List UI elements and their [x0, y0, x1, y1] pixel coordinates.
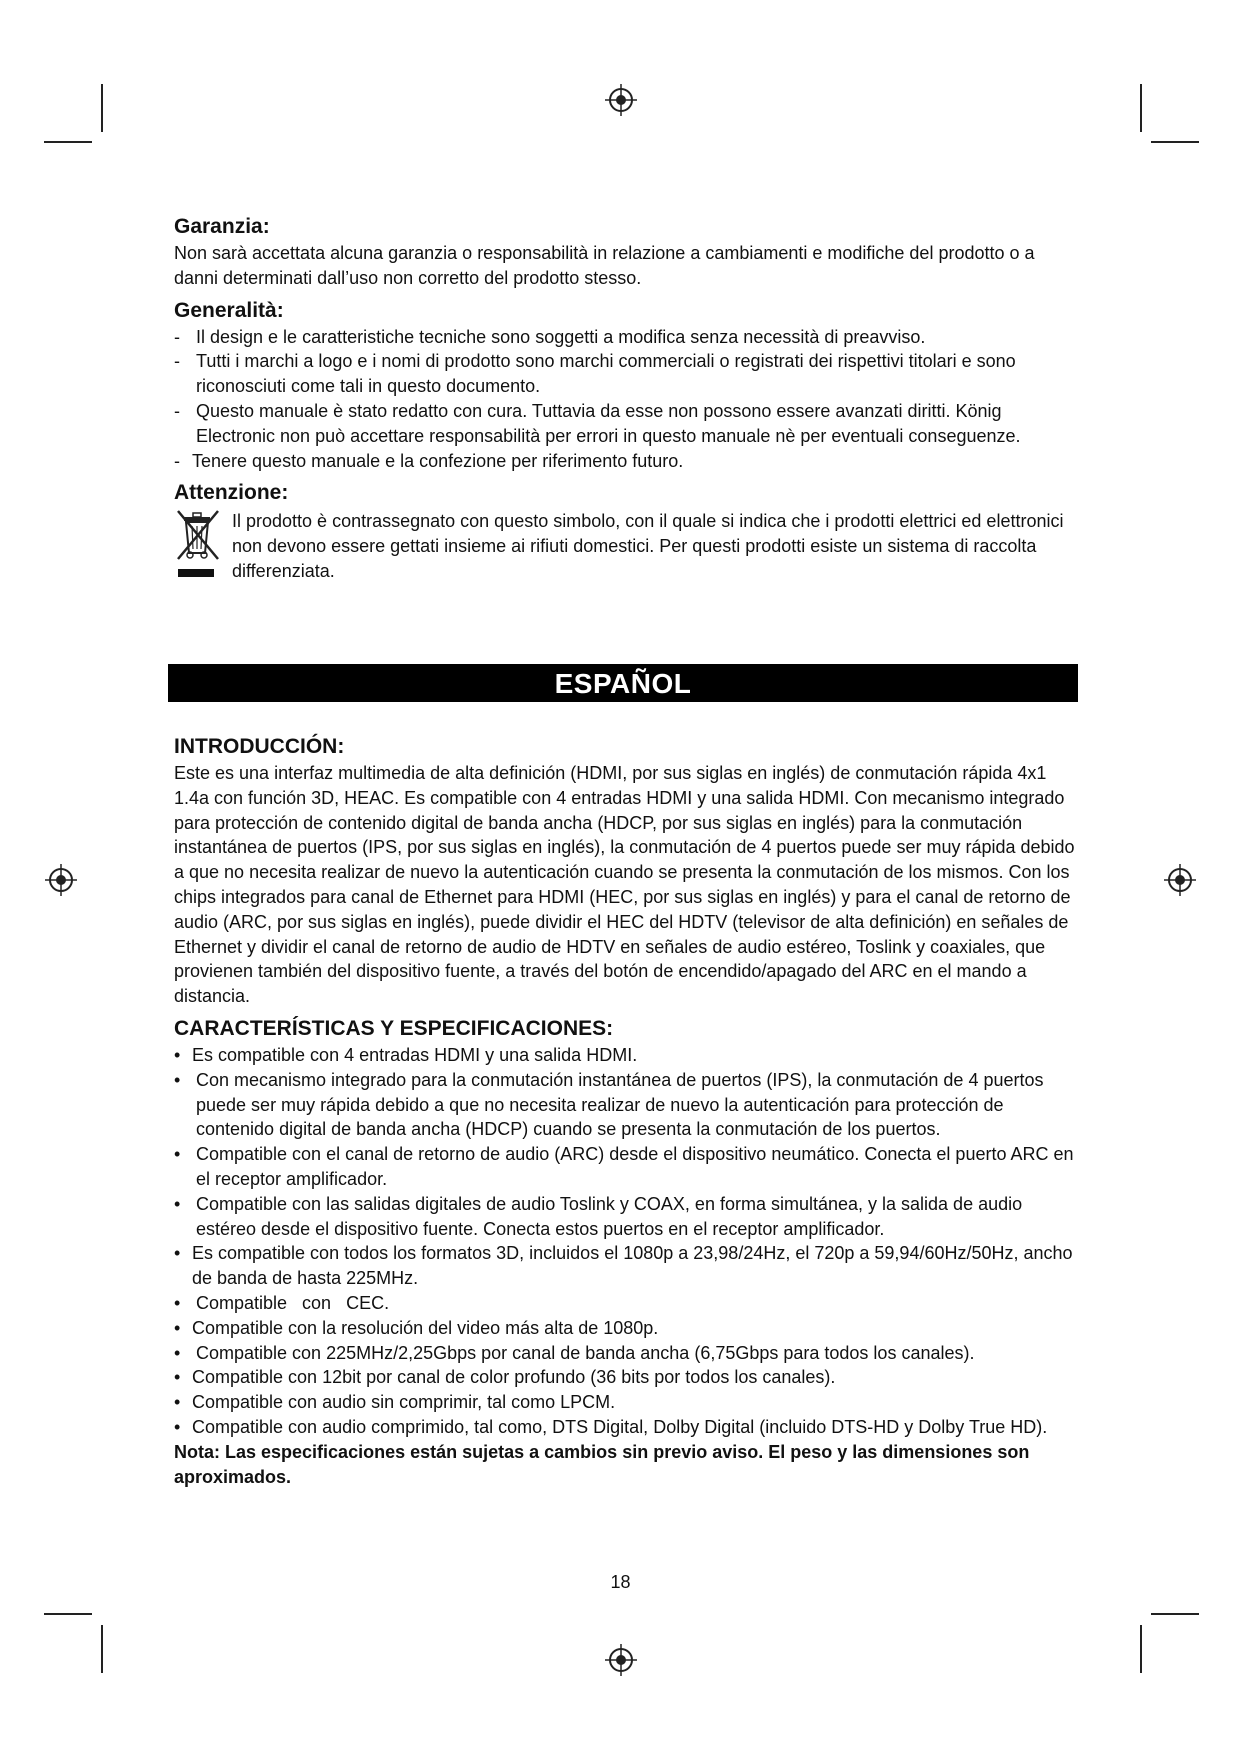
list-item: • Compatible con 225MHz/2,25Gbps por canal de banda ancha (6,75Gbps para todos los canales). — [174, 1341, 1079, 1366]
spanish-section — [174, 733, 1079, 1489]
dash-marker: - — [174, 400, 180, 421]
bullet-marker: • — [174, 1342, 181, 1363]
crop-mark-bottom-right-vertical — [1140, 1625, 1142, 1673]
list-item: • Es compatible con 4 entradas HDMI y una salida HDMI. — [174, 1043, 1079, 1068]
registration-mark-icon — [44, 863, 78, 897]
list-item: - Tenere questo manuale e la confezione per riferimento futuro. — [174, 449, 1079, 474]
page-number: 18 — [610, 1572, 631, 1592]
crop-mark-top-left-vertical — [101, 84, 103, 132]
crop-mark-top-right-horizontal — [1151, 141, 1199, 143]
bullet-marker: • — [174, 1069, 181, 1090]
list-item: • Con mecanismo integrado para la conmutación instantánea de puertos (IPS), la conmutación de 4 puertos puede ser muy rápida debido a que no necesita realizar de nuevo la autenticación para protección de contenido digital de banda ancha (HDCP) cuando se presenta la conmutación de los puertos. — [174, 1069, 1044, 1140]
general-list — [174, 325, 1079, 474]
features-list — [174, 1043, 1079, 1440]
dash-marker: - — [174, 326, 180, 347]
list-item: • Compatible con la resolución del video más alta de 1080p. — [174, 1316, 1079, 1341]
list-item: • Es compatible con todos los formatos 3D, incluidos el 1080p a 23,98/24Hz, el 720p a 59,94/60Hz/50Hz, ancho de banda de hasta 225MHz. — [174, 1243, 1073, 1289]
dash-marker: - — [174, 450, 180, 471]
list-item: - Il design e le caratteristiche tecniche sono soggetti a modifica senza necessità di preavviso. — [174, 325, 1079, 350]
specs-note: Nota: Las especificaciones están sujetas a cambios sin previo aviso. El peso y las dimensiones son aproximados. — [174, 1441, 1030, 1487]
weee-notice — [174, 509, 1079, 586]
crop-mark-bottom-left-horizontal — [44, 1613, 92, 1615]
crop-mark-top-right-vertical — [1140, 84, 1142, 132]
registration-mark-icon — [604, 1643, 638, 1677]
attention-text: Il prodotto è contrassegnato con questo simbolo, con il quale si indica che i prodotti elettrici ed elettronici non devono essere gettati insieme ai rifiuti domestici. Per questi prodotti esiste un sistema di raccolta differenziata. — [232, 511, 1064, 581]
list-item: • Compatible con CEC. — [174, 1291, 1079, 1316]
features-heading: CARACTERÍSTICAS Y ESPECIFICACIONES: — [174, 1016, 614, 1040]
language-banner: ESPAÑOL — [168, 664, 1078, 702]
dash-marker: - — [174, 351, 180, 372]
bullet-marker: • — [174, 1292, 181, 1313]
intro-text: Este es una interfaz multimedia de alta definición (HDMI, por sus siglas en inglés) de conmutación rápida 4x1 1.4a con función 3D, HEAC. Es compatible con 4 entradas HDMI y una salida HDMI. Con mecanismo integrado para protección de contenido digital de banda ancha (HDCP, por sus siglas en inglés) para la conmutación instantánea de puertos (IPS, por sus siglas en inglés), la conmutación de 4 puertos puede ser muy rápida debido a que no necesita realizar de nuevo la autenticación cuando se presenta la conmutación de los mismos. Con los chips integrados para canal de Ethernet para HDMI (HEC, por sus siglas en inglés) y para el canal de retorno de audio (ARC, por sus siglas en inglés), puede dividir el HEC del HDTV (televisor de alta definición) en señales de Ethernet y dividir el canal de retorno de audio de HDTV en señales de audio estéreo, Toslink y coaxiales, que provienen también del dispositivo fuente, a través del botón de encendido/apagado del ARC en el mando a distancia. — [174, 763, 1075, 1007]
intro-heading: INTRODUCCIÓN: — [174, 735, 345, 758]
bullet-marker: • — [174, 1416, 181, 1437]
attention-heading: Attenzione: — [174, 481, 289, 505]
list-item: • Compatible con audio comprimido, tal como, DTS Digital, Dolby Digital (incluido DTS-HD y Dolby True HD). — [174, 1415, 1079, 1440]
crop-mark-top-left-horizontal — [44, 141, 92, 143]
warranty-text: Non sarà accettata alcuna garanzia o responsabilità in relazione a cambiamenti e modifiche del prodotto o a danni determinati dall’uso non corretto del prodotto stesso. — [174, 243, 1035, 288]
list-item: • Compatible con audio sin comprimir, tal como LPCM. — [174, 1390, 1079, 1415]
bullet-marker: • — [174, 1392, 181, 1413]
list-item: • Compatible con las salidas digitales de audio Toslink y COAX, en forma simultánea, y la salida de audio estéreo desde el dispositivo fuente. Conecta estos puertos en el receptor amplificador. — [174, 1193, 1023, 1239]
italian-section — [174, 213, 1079, 586]
bullet-marker: • — [174, 1367, 181, 1388]
bullet-marker: • — [174, 1044, 181, 1065]
weee-crossed-bin-icon — [174, 509, 222, 579]
crop-mark-bottom-left-vertical — [101, 1625, 103, 1673]
warranty-heading: Garanzia: — [174, 215, 270, 238]
bullet-marker: • — [174, 1243, 181, 1264]
general-heading: Generalità: — [174, 298, 284, 322]
list-item: - Questo manuale è stato redatto con cura. Tuttavia da esse non possono essere avanzati diritti. König Electronic non può accettare responsabilità per errori in questo manuale nè per eventuali conseguenze. — [174, 400, 1021, 446]
list-item: • Compatible con el canal de retorno de audio (ARC) desde el dispositivo neumático. Conecta el puerto ARC en el receptor amplificador. — [174, 1144, 1074, 1189]
list-item: • Compatible con 12bit por canal de color profundo (36 bits por todos los canales). — [174, 1365, 1079, 1390]
weee-icon-wrapper — [174, 509, 232, 586]
registration-mark-icon — [1163, 863, 1197, 897]
registration-mark-icon — [604, 83, 638, 117]
list-item: - Tutti i marchi a logo e i nomi di prodotto sono marchi commerciali o registrati dei rispettivi titolari e sono riconosciuti come tali in questo documento. — [174, 351, 1016, 397]
bullet-marker: • — [174, 1193, 181, 1214]
bullet-marker: • — [174, 1317, 181, 1338]
crop-mark-bottom-right-horizontal — [1151, 1613, 1199, 1615]
bullet-marker: • — [174, 1144, 181, 1165]
